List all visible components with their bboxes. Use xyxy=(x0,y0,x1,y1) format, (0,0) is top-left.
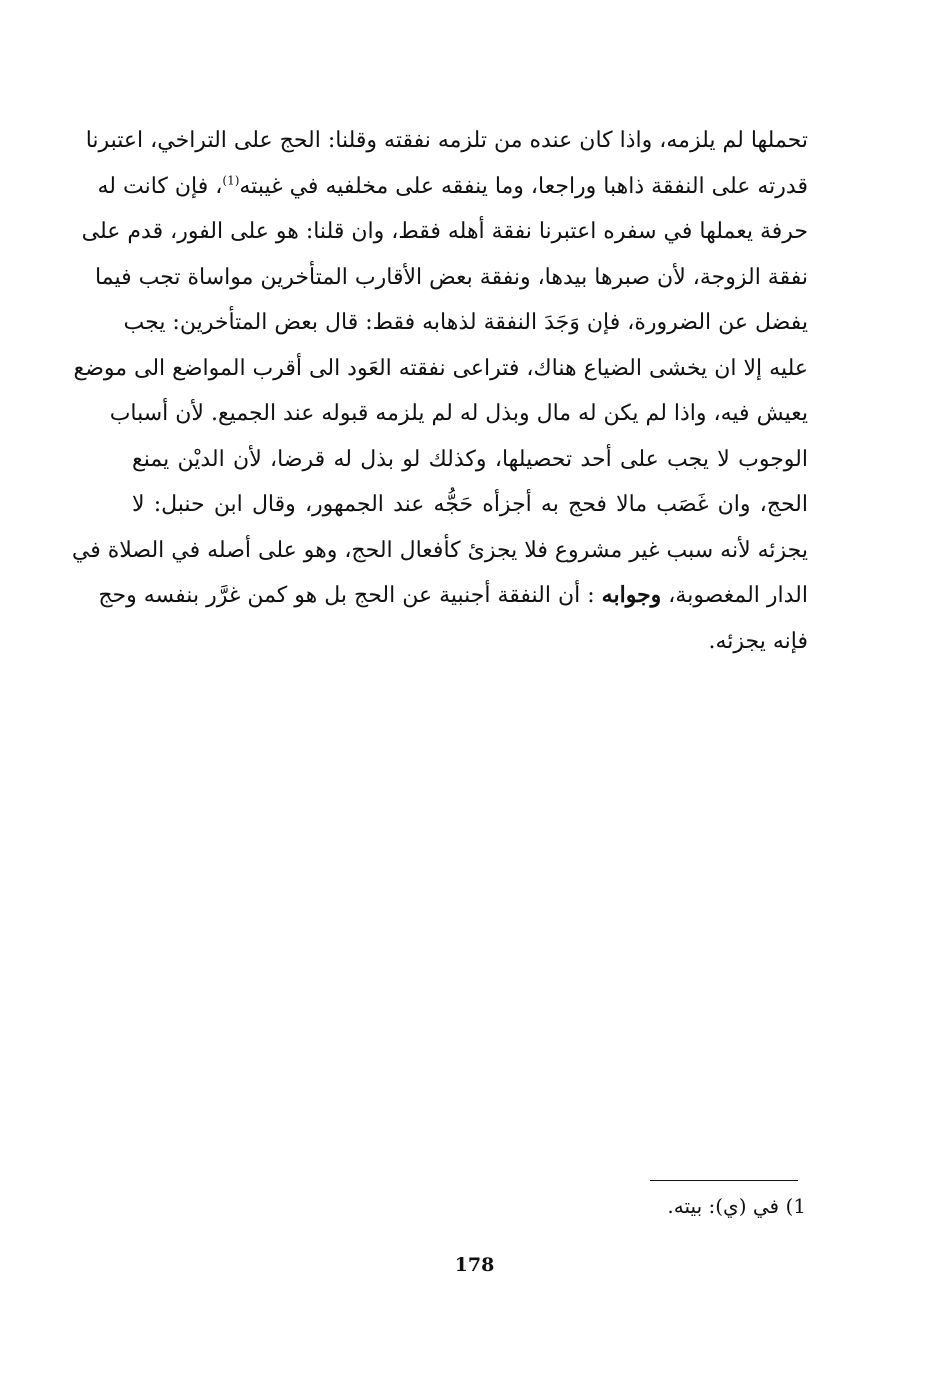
text-line-8: الوجوب لا يجب على أحد تحصيلها، وكذلك لو بذل له قرضا، لأن الديْن يمنع xyxy=(132,446,808,472)
footnote-number: 1) xyxy=(785,1194,806,1218)
text-line-10: يجزئه لأنه سبب غير مشروع فلا يجزئ كأفعال الحج، وهو على أصله في الصلاة في xyxy=(71,537,808,563)
answer-keyword: وجوابه xyxy=(601,582,662,608)
text-line-6: عليه إلا ان يخشى الضياع هناك، فتراعى نفقته العَود الى أقرب المواضع الى موضع xyxy=(73,355,808,381)
text-line-11 xyxy=(98,573,808,619)
text-line-2-tail: ، فإن كانت له xyxy=(97,173,223,199)
text-line-2-main: قدرته على النفقة ذاهبا وراجعا، وما ينفقه على مخلفيه في غيبته xyxy=(239,173,808,199)
text-line-3: حرفة يعملها في سفره اعتبرنا نفقة أهله فقط، وان قلنا: هو على الفور، قدم على xyxy=(81,219,808,244)
text-line-4: نفقة الزوجة، لأن صبرها بيدها، ونفقة بعض الأقارب المتأخرين مواساة تجب فيما xyxy=(95,264,808,290)
text-line-9: الحج، وان غَصَب مالا فحج به أجزأه حَجُّه عند الجمهور، وقال ابن حنبل: لا xyxy=(132,492,808,517)
text-line-2 xyxy=(97,164,808,210)
text-line-5: يفضل عن الضرورة، فإن وَجَدَ النفقة لذهابه فقط: قال بعض المتأخرين: يجب xyxy=(123,310,808,335)
footnote-reference: (1) xyxy=(222,173,240,188)
page-number: 178 xyxy=(454,1254,495,1276)
footnote xyxy=(667,1190,806,1222)
text-line-12: فإنه يجزئه. xyxy=(708,628,808,654)
text-line-1: تحملها لم يلزمه، واذا كان عنده من تلزمه نفقته وقلنا: الحج على التراخي، اعتبرنا xyxy=(85,128,808,153)
main-text-block xyxy=(71,118,808,664)
text-line-11-main: الدار المغصوبة، xyxy=(668,583,808,608)
text-line-11-tail: : أن النفقة أجنبية عن الحج بل هو كمن غرَّر بنفسه وحج xyxy=(98,583,595,608)
footnote-separator xyxy=(650,1180,798,1181)
text-line-7: يعيش فيه، واذا لم يكن له مال وبذل له لم يلزمه قبوله عند الجميع. لأن أسباب xyxy=(109,401,808,426)
footnote-text: في (ي): بيته. xyxy=(667,1194,780,1218)
